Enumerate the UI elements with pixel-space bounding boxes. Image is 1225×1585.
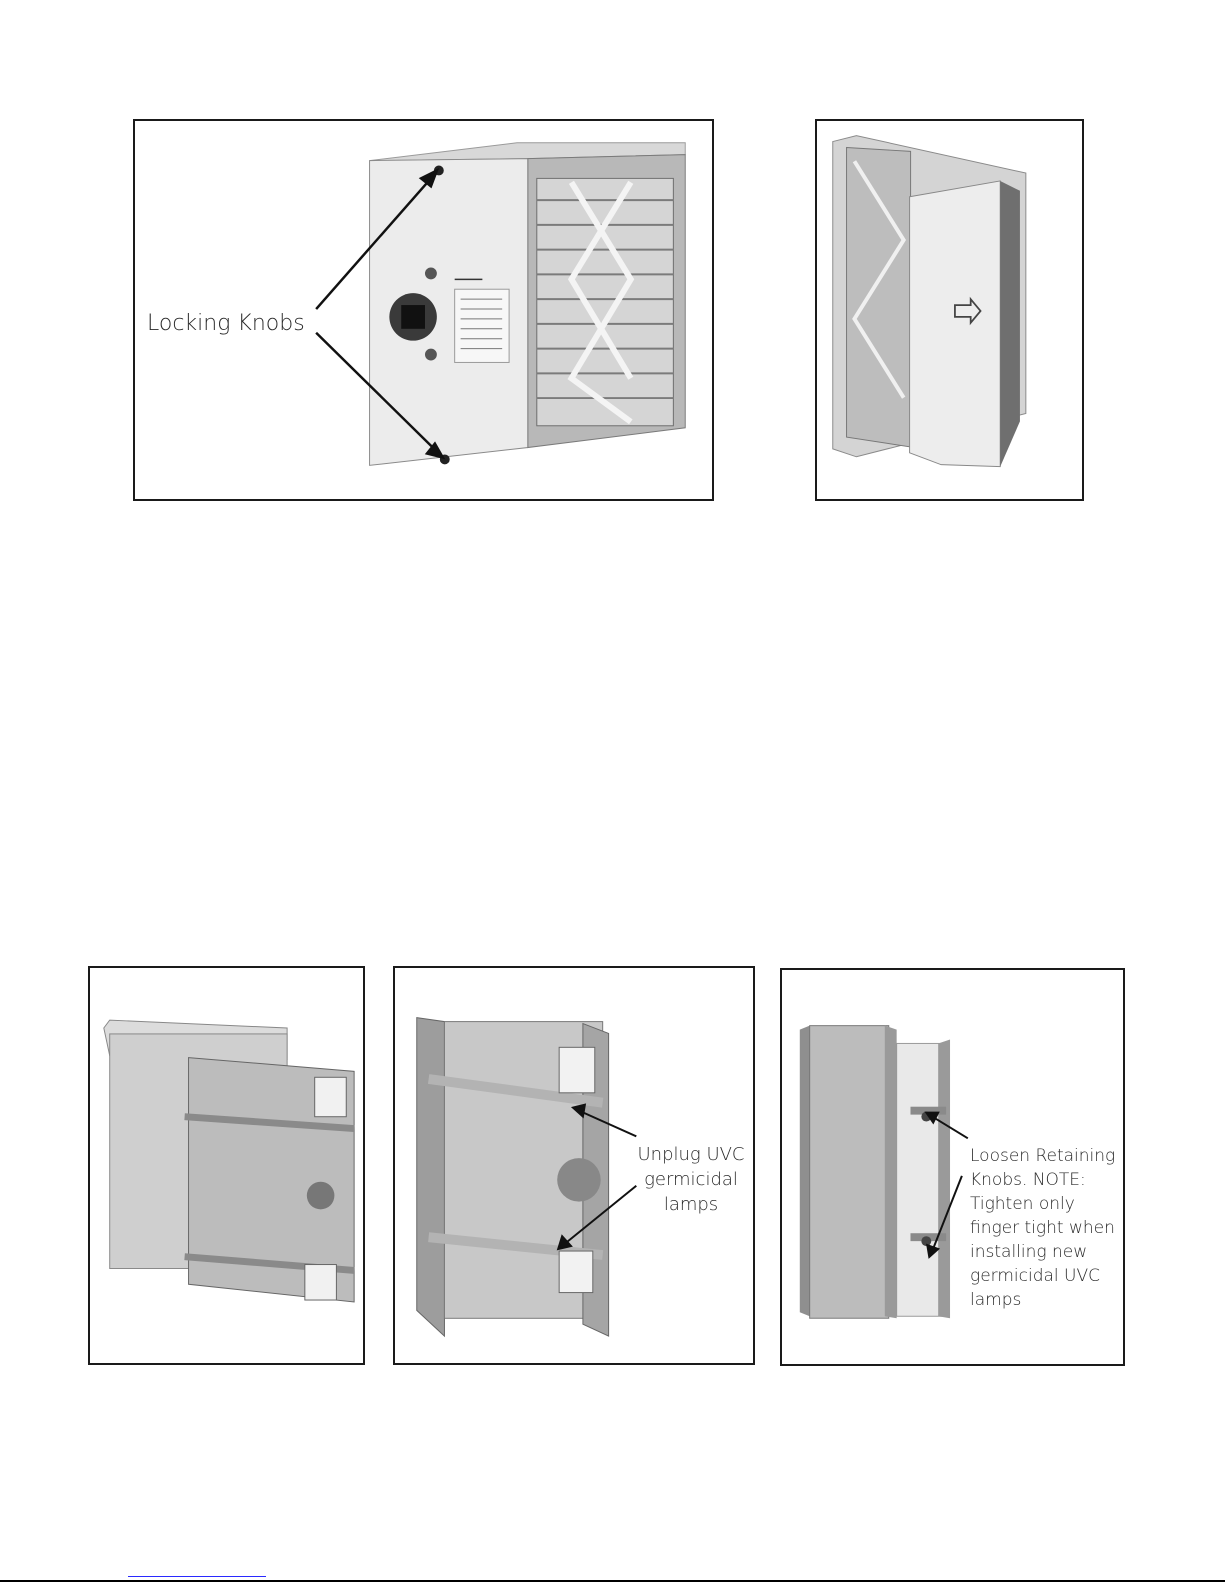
figure-uvc-unit <box>88 966 365 1365</box>
unplug-uvc-label: Unplug UVC germicidal lamps <box>637 1144 745 1215</box>
figure-filter-removal <box>815 119 1084 501</box>
locking-knobs-label: Locking Knobs <box>147 311 305 336</box>
uvc-unit-image <box>90 968 363 1363</box>
footer-link-underline <box>128 1576 266 1577</box>
figure-locking-knobs <box>133 119 714 501</box>
loosen-knobs-label: Loosen Retaining Knobs. NOTE: Tighten only finger tight when installing new germicidal UVC lamps <box>970 1146 1116 1310</box>
air-cleaner-housing-image <box>135 121 712 499</box>
figure-unplug-lamps <box>393 966 755 1365</box>
filter-removal-image <box>817 121 1082 499</box>
page-bottom-rule <box>0 1580 1225 1582</box>
figure-retaining-knobs <box>780 968 1125 1366</box>
